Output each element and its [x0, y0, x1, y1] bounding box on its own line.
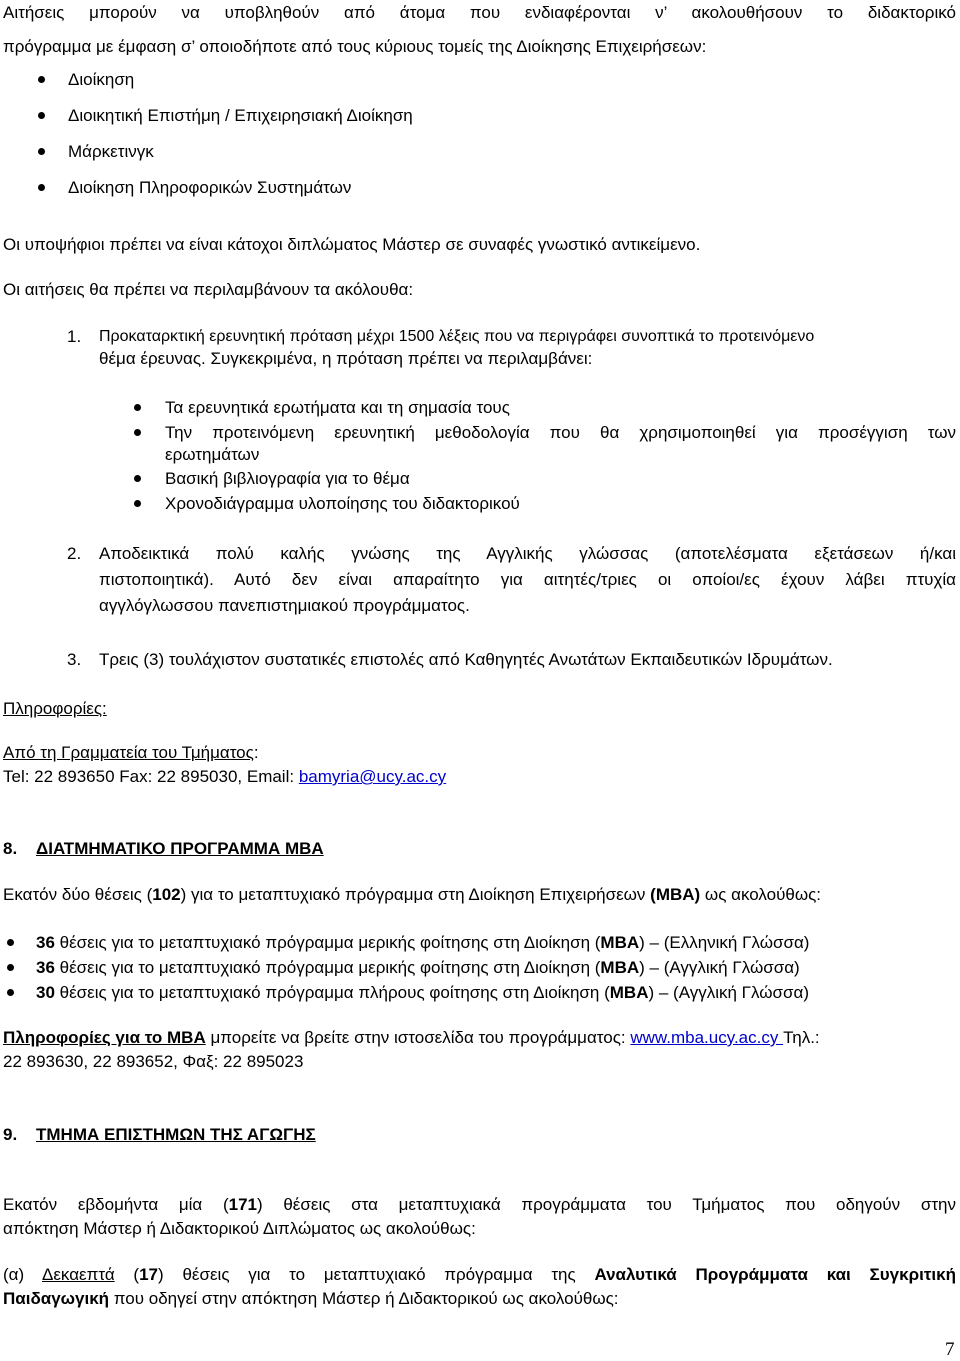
- section-9-number: 9.: [3, 1125, 18, 1144]
- requirement-1-line-2: θέμα έρευνας. Συγκεκριμένα, η πρόταση πρέπει να περιλαμβάνει:: [99, 349, 593, 368]
- intro-line-2: πρόγραμμα με έμφαση σ’ οποιοδήποτε από τους κύριους τομείς της Διοίκησης Επιχειρήσεων:: [3, 37, 707, 56]
- contact-line: Tel: 22 893650 Fax: 22 895030, Email: bamyria@ucy.ac.cy: [3, 767, 447, 786]
- section-8-intro: Εκατόν δύο θέσεις (102) για το μεταπτυχιακό πρόγραμμα στη Διοίκηση Επιχειρήσεων (ΜΒΑ) ως ακολούθως:: [3, 885, 822, 904]
- requirement-2-line-3: αγγλόγλωσσου πανεπιστημιακού προγράμματος.: [99, 596, 470, 615]
- bullet-icon: [38, 76, 45, 83]
- candidates-text: Οι υποψήφιοι πρέπει να είναι κάτοχοι διπλώματος Μάστερ σε συναφές γνωστικό αντικείμενο.: [3, 235, 701, 254]
- bullet-icon: [134, 475, 141, 482]
- item-number: 1.: [67, 327, 82, 346]
- item-number: 3.: [67, 650, 82, 669]
- section-9-title: ΤΜΗΜΑ ΕΠΙΣΤΗΜΩΝ ΤΗΣ ΑΓΩΓΗΣ: [36, 1125, 316, 1144]
- bullet-icon: [38, 148, 45, 155]
- requirement-1-line-1: Προκαταρκτική ερευνητική πρόταση μέχρι 1500 λέξεις που να περιγράφει συνοπτικά το προτεινόμενο: [99, 328, 815, 345]
- requirement-2-line-1: Αποδεικτικά πολύ καλής γνώσης της Αγγλικής γλώσσας (αποτελέσματα εξετάσεων ή/και: [99, 544, 956, 563]
- secretariat-label: Από τη Γραμματεία του Τμήματος:: [3, 743, 259, 762]
- mba-phones: 22 893630, 22 893652, Φαξ: 22 895023: [3, 1052, 304, 1071]
- mba-item: 30 θέσεις για το μεταπτυχιακό πρόγραμμα πλήρους φοίτησης στη Διοίκηση (ΜΒΑ) – (Αγγλική Γλώσσα): [36, 983, 810, 1002]
- intro-line-1: Αιτήσεις μπορούν να υποβληθούν από άτομα που ενδιαφέρονται ν’ ακολουθήσουν το διδακτορικό: [3, 3, 956, 22]
- sub-item: Την προτεινόμενη ερευνητική μεθοδολογία που θα χρησιμοποιηθεί για προσέγγιση των: [165, 423, 956, 442]
- section-8-title: ΔΙΑΤΜΗΜΑΤΙΚΟ ΠΡΟΓΡΑΜΜΑ ΜΒΑ: [36, 839, 324, 858]
- bullet-icon: [38, 184, 45, 191]
- requirement-2-line-2: πιστοποιητικά). Αυτό δεν είναι απαραίτητο για αιτητές/τριες οι οποίοι/ες έχουν λάβει πτυχία: [99, 570, 956, 589]
- mba-item: 36 θέσεις για το μεταπτυχιακό πρόγραμμα μερικής φοίτησης στη Διοίκηση (ΜΒΑ) – (Ελληνική Γλώσσα): [36, 933, 810, 952]
- page-number: 7: [945, 1339, 955, 1360]
- bullet-icon: [134, 500, 141, 507]
- bullet-icon: [134, 429, 141, 436]
- item-number: 2.: [67, 544, 82, 563]
- field-item: Διοίκηση Πληροφορικών Συστημάτων: [68, 178, 352, 197]
- bullet-icon: [7, 964, 14, 971]
- field-item: Μάρκετινγκ: [68, 142, 154, 161]
- bullet-icon: [7, 989, 14, 996]
- section-8-number: 8.: [3, 839, 18, 858]
- bullet-icon: [134, 404, 141, 411]
- mba-website-link[interactable]: www.mba.ucy.ac.cy: [630, 1028, 784, 1047]
- field-item: Διοίκηση: [68, 70, 135, 89]
- requirement-3-text: Τρεις (3) τουλάχιστον συστατικές επιστολές από Καθηγητές Ανωτάτων Εκπαιδευτικών Ιδρυμάτων.: [99, 650, 833, 669]
- section-9-item-a-line-1: (α) Δεκαεπτά (17) θέσεις για το μεταπτυχιακό πρόγραμμα της Αναλυτικά Προγράμματα και Συγκριτική: [3, 1265, 956, 1284]
- info-heading: Πληροφορίες:: [3, 699, 107, 718]
- section-9-intro-line-1: Εκατόν εβδομήντα μία (171) θέσεις στα μεταπτυχιακά προγράμματα του Τμήματος που οδηγούν στην: [3, 1195, 956, 1214]
- applications-intro: Οι αιτήσεις θα πρέπει να περιλαμβάνουν τα ακόλουθα:: [3, 280, 414, 299]
- section-9-item-a-line-2: Παιδαγωγική που οδηγεί στην απόκτηση Μάστερ ή Διδακτορικού ως ακολούθως:: [3, 1289, 619, 1308]
- field-item: Διοικητική Επιστήμη / Επιχειρησιακή Διοίκηση: [68, 106, 413, 125]
- bullet-icon: [38, 112, 45, 119]
- mba-item: 36 θέσεις για το μεταπτυχιακό πρόγραμμα μερικής φοίτησης στη Διοίκηση (ΜΒΑ) – (Αγγλική Γλώσσα): [36, 958, 800, 977]
- section-9-intro-line-2: απόκτηση Μάστερ ή Διδακτορικού Διπλώματος ως ακολούθως:: [3, 1219, 476, 1238]
- mba-info-line: Πληροφορίες για το ΜΒΑ μπορείτε να βρείτε στην ιστοσελίδα του προγράμματος: www.mba.ucy.ac.cy Τηλ.:: [3, 1028, 820, 1047]
- sub-item-continuation: ερωτημάτων: [165, 445, 260, 464]
- sub-item: Βασική βιβλιογραφία για το θέμα: [165, 469, 410, 488]
- sub-item: Χρονοδιάγραμμα υλοποίησης του διδακτορικού: [165, 494, 520, 513]
- sub-item: Τα ερευνητικά ερωτήματα και τη σημασία τους: [165, 398, 510, 417]
- bullet-icon: [7, 939, 14, 946]
- email-link[interactable]: bamyria@ucy.ac.cy: [298, 767, 447, 786]
